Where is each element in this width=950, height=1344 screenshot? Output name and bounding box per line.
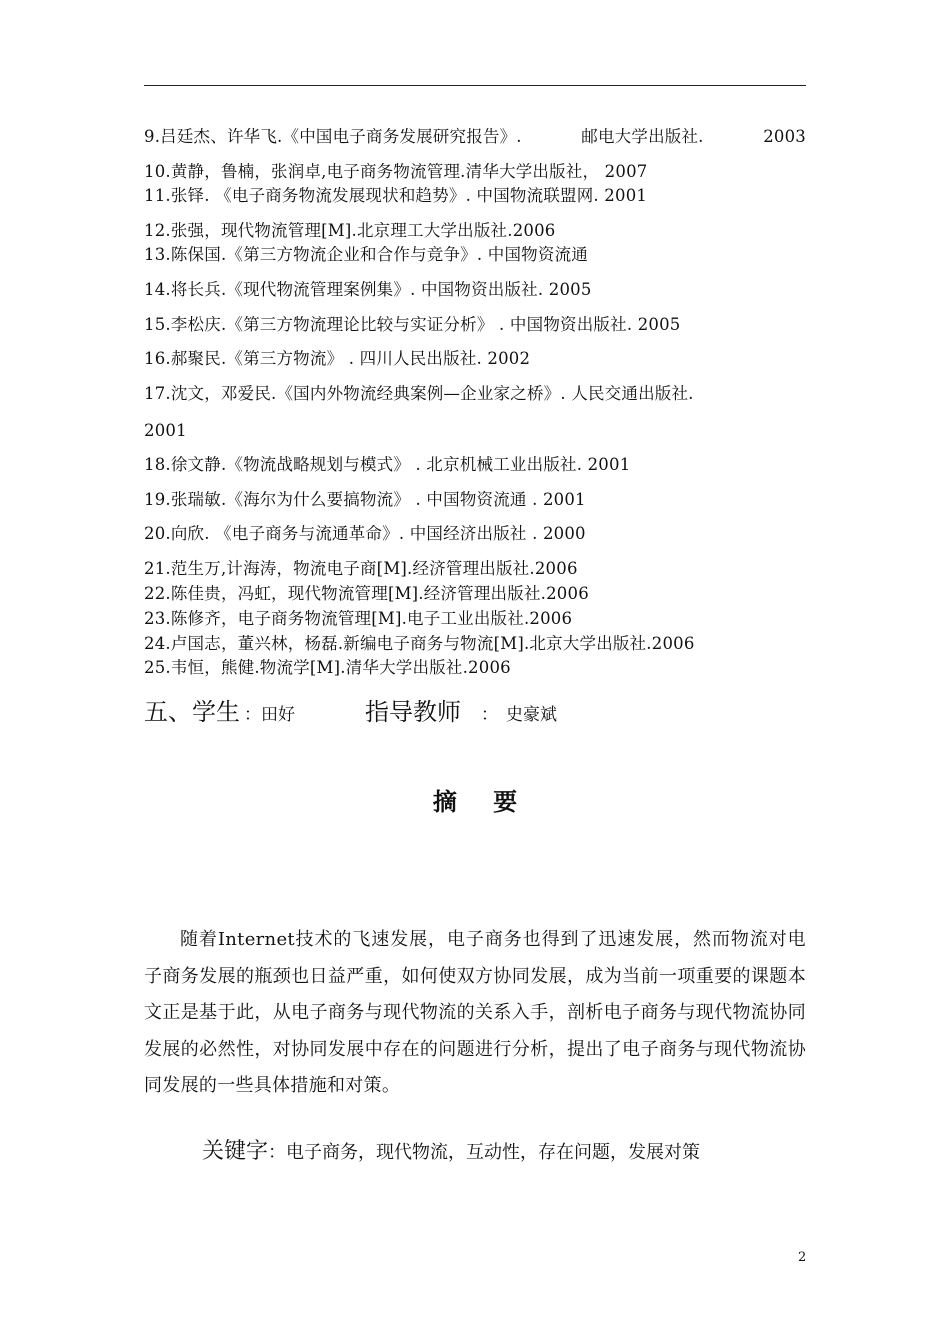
student-name: 田好 (261, 705, 295, 725)
advisor-label: 指导教师 (365, 698, 461, 726)
reference-item: 24.卢国志，董兴林，杨磊.新编电子商务与物流[M].北京大学出版社.2006 (144, 634, 695, 653)
keywords-colon: ： (268, 1142, 287, 1163)
reference-item: 10.黄静，鲁楠，张润卓,电子商务物流管理.清华大学出版社， 2007 (144, 162, 648, 181)
reference-item (144, 127, 806, 147)
reference-item: 23.陈修齐，电子商务物流管理[M].电子工业出版社.2006 (144, 609, 573, 628)
reference-item: 19.张瑞敏.《海尔为什么要搞物流》 . 中国物资流通 . 2001 (144, 490, 586, 509)
reference-item: 22.陈佳贵，冯虹，现代物流管理[M].经济管理出版社.2006 (144, 584, 589, 603)
student-colon: ： (244, 705, 261, 725)
ref-9-author: 9.吕廷杰、许华飞.《中国电子商务发展研究报告》. (144, 127, 522, 146)
advisor-colon: ： (481, 705, 498, 725)
ref-9-year: 2003 (763, 127, 806, 146)
section5-heading: 五、学生 (144, 698, 240, 726)
reference-item: 12.张强，现代物流管理[M].北京理工大学出版社.2006 (144, 221, 556, 240)
student-advisor-line (144, 692, 557, 727)
reference-item: 16.郝聚民.《第三方物流》 . 四川人民出版社. 2002 (144, 349, 531, 368)
reference-item: 14.将长兵.《现代物流管理案例集》. 中国物资出版社. 2005 (144, 280, 592, 299)
keywords-line (202, 1134, 700, 1165)
reference-item-continuation: 2001 (144, 421, 187, 440)
reference-item: 25.韦恒，熊健.物流学[M].清华大学出版社.2006 (144, 658, 511, 677)
abstract-body: 随着Internet技术的飞速发展，电子商务也得到了迅速发展，然而物流对电子商务发展的瓶颈也日益严重，如何使双方协同发展，成为当前一项重要的课题本文正是基于此，从电子商务与现代物流的关系入手，剖析电子商务与现代物流协同发展的必然性，对协同发展中存在的问题进行分析，提出了电子商务与现代物流协同发展的一些具体措施和对策。 (144, 929, 806, 1096)
reference-item: 20.向欣. 《电子商务与流通革命》. 中国经济出版社 . 2000 (144, 524, 586, 543)
keywords-label: 关键字 (202, 1139, 269, 1164)
ref-9-publisher: 邮电大学出版社. (581, 127, 704, 146)
reference-item: 17.沈文，邓爱民.《国内外物流经典案例—企业家之桥》. 人民交通出版社. (144, 384, 694, 403)
reference-item: 11.张铎. 《电子商务物流发展现状和趋势》. 中国物流联盟网. 2001 (144, 186, 648, 205)
advisor-name: 史豪斌 (506, 705, 557, 725)
reference-item: 21.范生万,计海涛，物流电子商[M].经济管理出版社.2006 (144, 559, 578, 578)
header-rule (144, 85, 806, 86)
reference-item: 13.陈保国.《第三方物流企业和合作与竞争》. 中国物资流通 (144, 245, 588, 264)
page-number: 2 (798, 1250, 807, 1265)
keywords-text: 电子商务，现代物流，互动性，存在问题，发展对策 (286, 1142, 701, 1163)
abstract-title: 摘 要 (432, 788, 532, 816)
reference-item: 15.李松庆.《第三方物流理论比较与实证分析》 . 中国物资出版社. 2005 (144, 315, 681, 334)
reference-item: 18.徐文静.《物流战略规划与模式》 . 北京机械工业出版社. 2001 (144, 455, 631, 474)
